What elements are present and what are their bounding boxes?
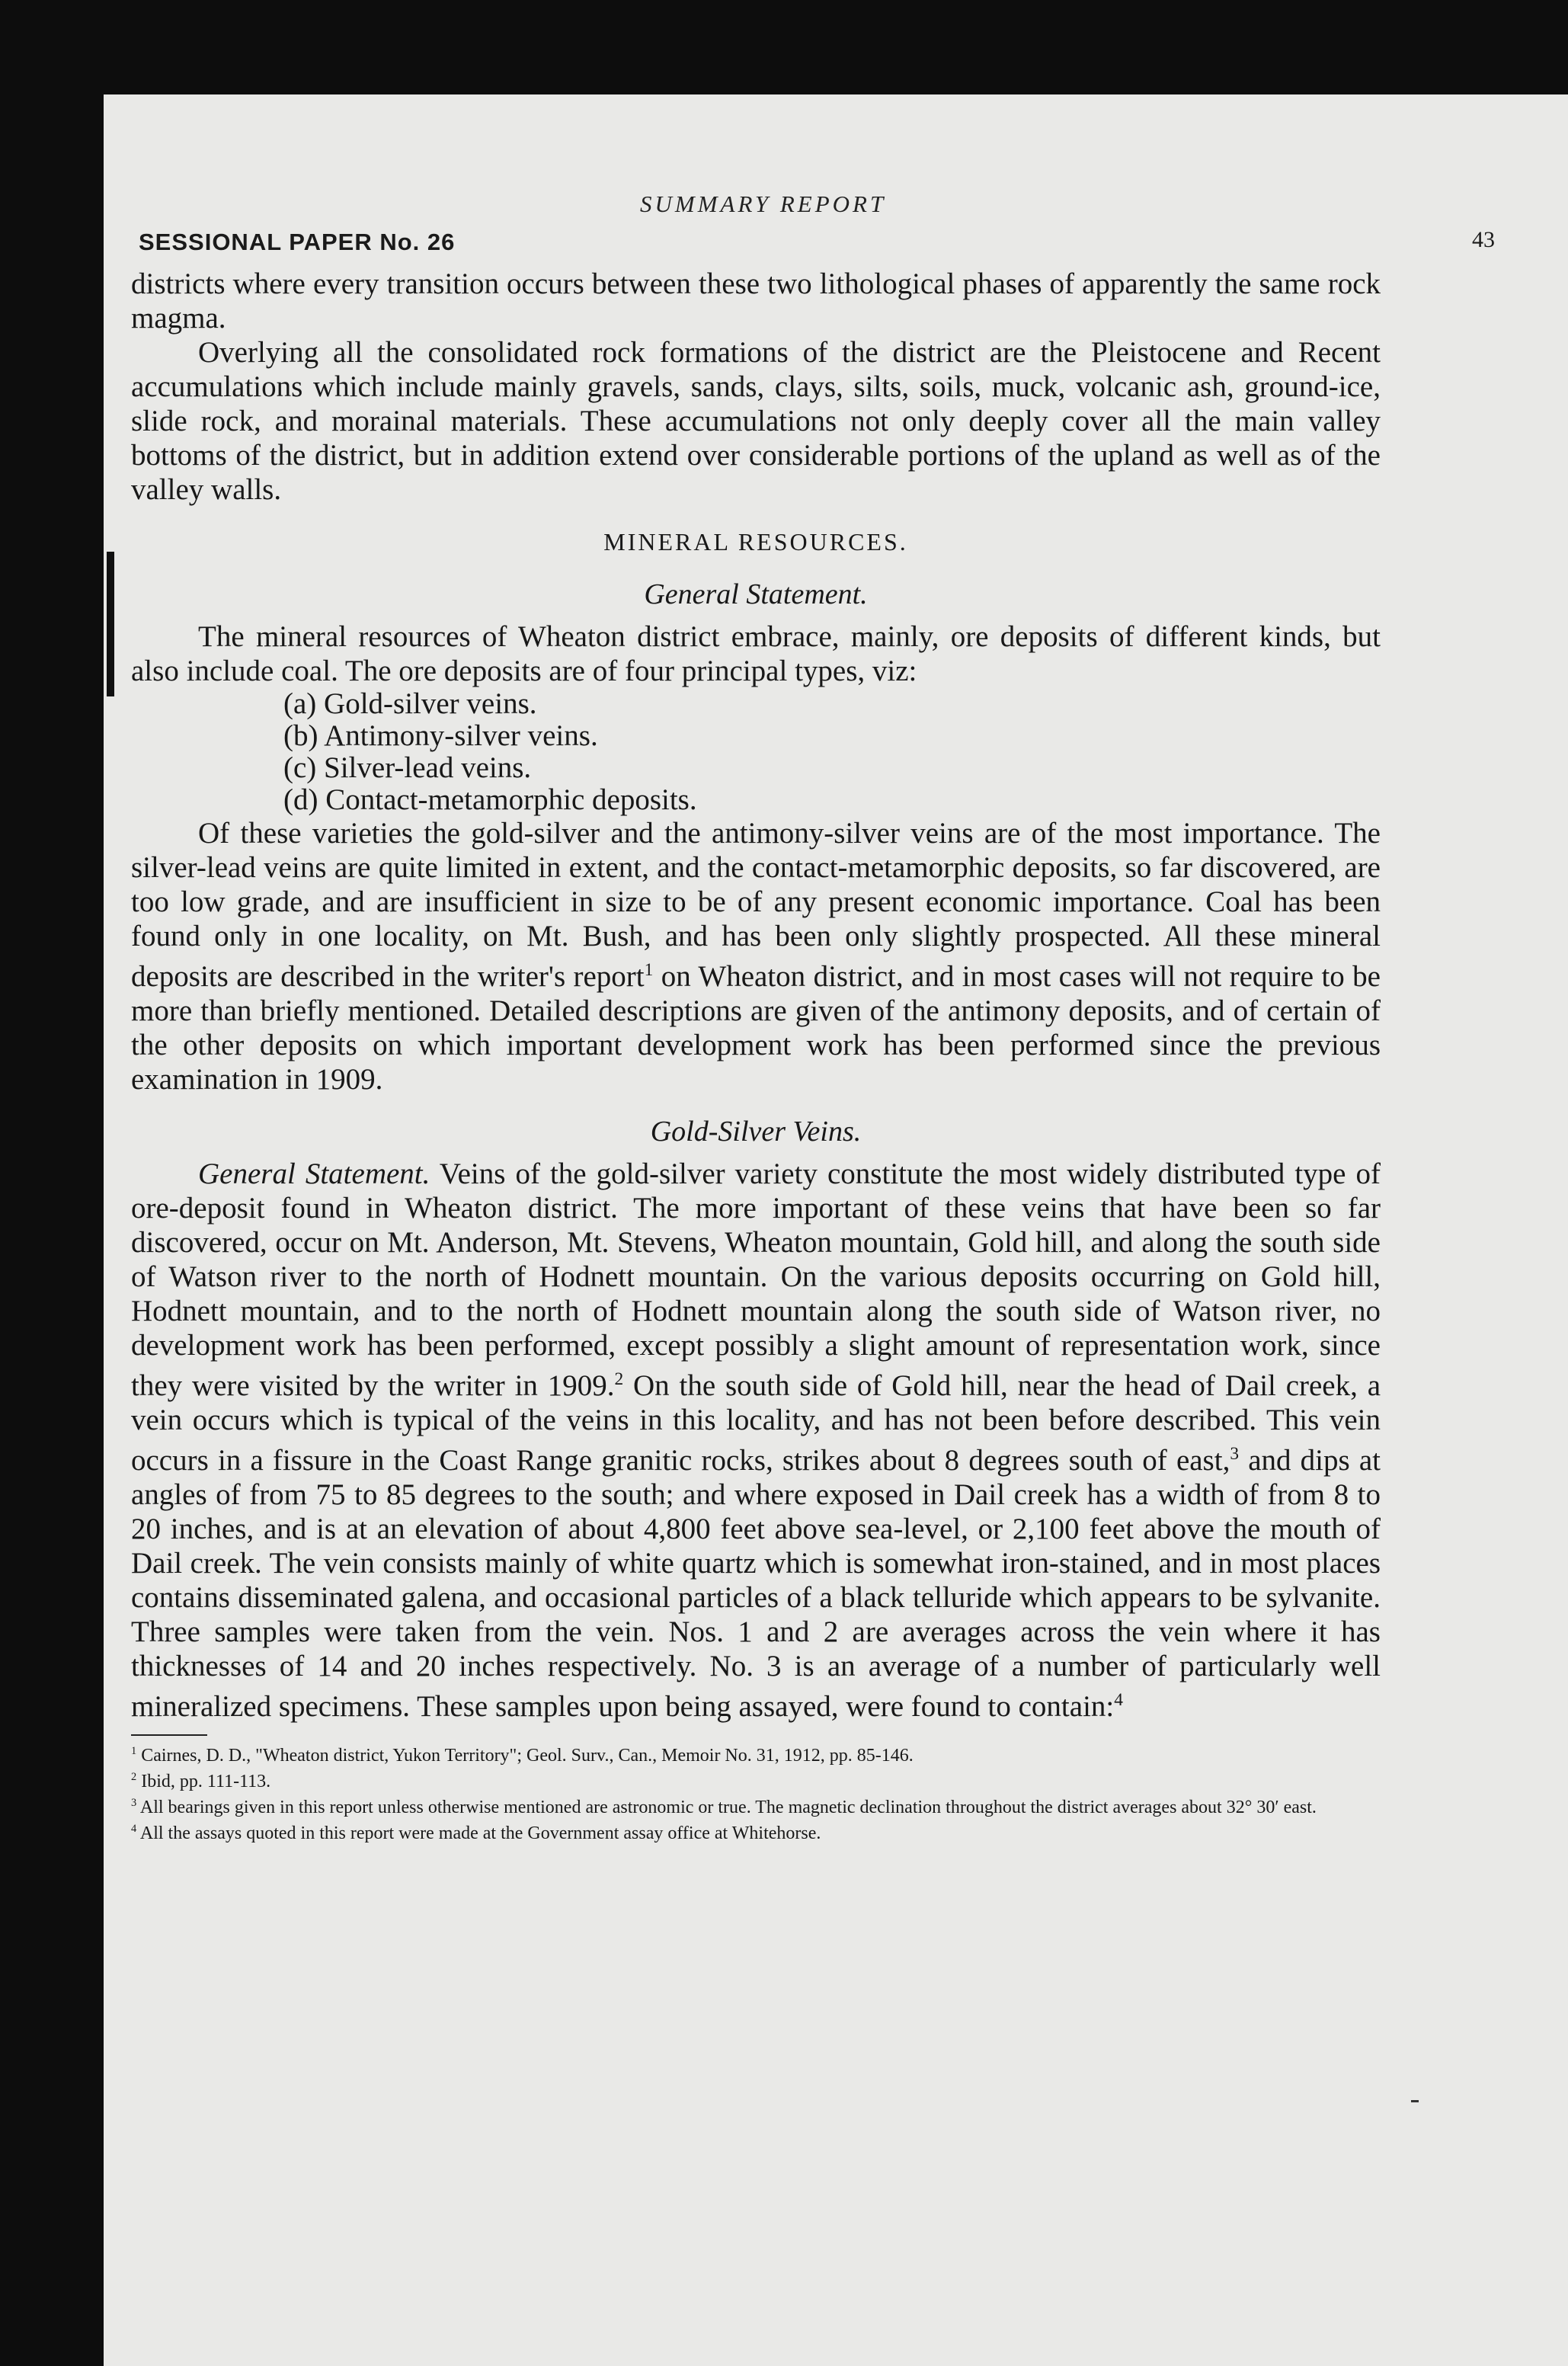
footnote-mark: 3 bbox=[131, 1797, 137, 1809]
footnote-ref: 3 bbox=[1230, 1444, 1240, 1464]
list-item: (a) Gold-silver veins. bbox=[283, 687, 537, 720]
paragraph-overlying: Overlying all the consolidated rock formations of the district are the Pleistocene and Recent accumulations which include mainly gravels, sands, clays, silts, soils, muck, volcanic ash, ground-ice, slide rock, and morainal materials. These accumulations not only deeply cover all the main valley bottoms of the district, but in addition extend over considerable portions of the upland as well as of the valley walls. bbox=[131, 336, 1381, 506]
deposit-types-list bbox=[283, 688, 1381, 816]
paragraph-continued: districts where every transition occurs between these two lithological phases of apparently the same rock magma. bbox=[131, 267, 1381, 335]
footnote bbox=[131, 1766, 1381, 1792]
running-head: SUMMARY REPORT bbox=[640, 190, 887, 217]
section-heading-gold-silver-veins: Gold-Silver Veins. bbox=[650, 1116, 862, 1148]
footnote-text: All the assays quoted in this report were made at the Government assay office at Whitehorse. bbox=[139, 1823, 821, 1843]
list-item: (d) Contact-metamorphic deposits. bbox=[283, 783, 697, 816]
paragraph-text: Veins of the gold-silver variety constitute the most widely distributed type of ore-deposit found in Wheaton district. The more important of these veins that have been so far discovered, occur on Mt. Anderson, Mt. Stevens, Wheaton mountain, Gold hill, and along the south side of Watson river to the north of Hodnett mountain. On the various deposits occurring on Gold hill, Hodnett mountain, and to the north of Hodnett mountain along the south side of Watson river, no development work has been performed, except possibly a slight amount of representation work, since they were visited by the writer in 1909. bbox=[131, 1157, 1381, 1402]
footnote-mark: 1 bbox=[131, 1745, 137, 1757]
footnote-ref: 1 bbox=[644, 960, 654, 980]
footnote bbox=[131, 1792, 1381, 1818]
footnote bbox=[131, 1818, 1381, 1844]
footnote-text: Ibid, pp. 111-113. bbox=[141, 1772, 271, 1791]
section-heading-mineral-resources: MINERAL RESOURCES. bbox=[603, 528, 908, 555]
paragraph-mineral-intro: The mineral resources of Wheaton district embrace, mainly, ore deposits of different kinds, but also include coal. The ore deposits are of four principal types, viz: bbox=[131, 620, 1381, 687]
paragraph-varieties bbox=[131, 816, 1381, 1097]
list-item: (b) Antimony-silver veins. bbox=[283, 719, 598, 752]
margin-mark bbox=[1411, 2100, 1419, 2102]
paragraph-gold-silver bbox=[131, 1157, 1381, 1724]
run-in-heading: General Statement. bbox=[198, 1157, 430, 1190]
footnote bbox=[131, 1740, 1381, 1766]
footnote-ref: 2 bbox=[614, 1369, 624, 1389]
footnote-mark: 4 bbox=[131, 1823, 137, 1835]
binding-mark bbox=[107, 552, 114, 696]
paragraph-text: on Wheaton district, and in most cases will not require to be more than briefly mentioned. Detailed descriptions are given of the antimony deposits, and of certain of the other deposits on which important development work has been performed since the previous examination in 1909. bbox=[131, 960, 1381, 1096]
paragraph-text: Of these varieties the gold-silver and the antimony-silver veins are of the most importance. The silver-lead veins are quite limited in extent, and the contact-metamorphic deposits, so far discovered, are too low grade, and are insufficient in size to be of any present economic importance. Coal has been found only in one locality, on Mt. Bush, and has been only slightly prospected. All these mineral deposits are described in the writer's report bbox=[131, 817, 1381, 993]
footnote-rule bbox=[131, 1734, 207, 1736]
footnote-mark: 2 bbox=[131, 1771, 137, 1783]
paragraph-text: On the south side of Gold hill, near the head of Dail creek, a vein occurs which is typical of the veins in this locality, and has not been before described. This vein occurs in a fissure in the Coast Range granitic rocks, strikes about 8 degrees south of east, bbox=[131, 1369, 1381, 1477]
footnote-text: All bearings given in this report unless otherwise mentioned are astronomic or true. The magnetic declination throughout the district averages about 32° 30′ east. bbox=[139, 1798, 1317, 1817]
sessional-paper-label: SESSIONAL PAPER No. 26 bbox=[139, 229, 456, 255]
list-item: (c) Silver-lead veins. bbox=[283, 751, 532, 784]
page-number: 43 bbox=[1472, 227, 1495, 252]
footnote-ref: 4 bbox=[1114, 1690, 1123, 1710]
footnote-text: Cairnes, D. D., "Wheaton district, Yukon Territory"; Geol. Surv., Can., Memoir No. 31, 1912, pp. 85-146. bbox=[141, 1746, 914, 1766]
paragraph-text: and dips at angles of from 75 to 85 degrees to the south; and where exposed in Dail creek has a width of from 8 to 20 inches, and is at an elevation of about 4,800 feet above sea-level, or 2,100 feet above the mouth of Dail creek. The vein consists mainly of white quartz which is somewhat iron-stained, and in most places contains disseminated galena, and occasional particles of a black telluride which appears to be sylvanite. Three samples were taken from the vein. Nos. 1 and 2 are averages across the vein where it has thicknesses of 14 and 20 inches respectively. No. 3 is an average of a number of particularly well mineralized specimens. These samples upon being assayed, were found to contain: bbox=[131, 1444, 1381, 1723]
subheading-general-statement: General Statement. bbox=[644, 578, 868, 610]
page-body bbox=[131, 267, 1381, 1844]
